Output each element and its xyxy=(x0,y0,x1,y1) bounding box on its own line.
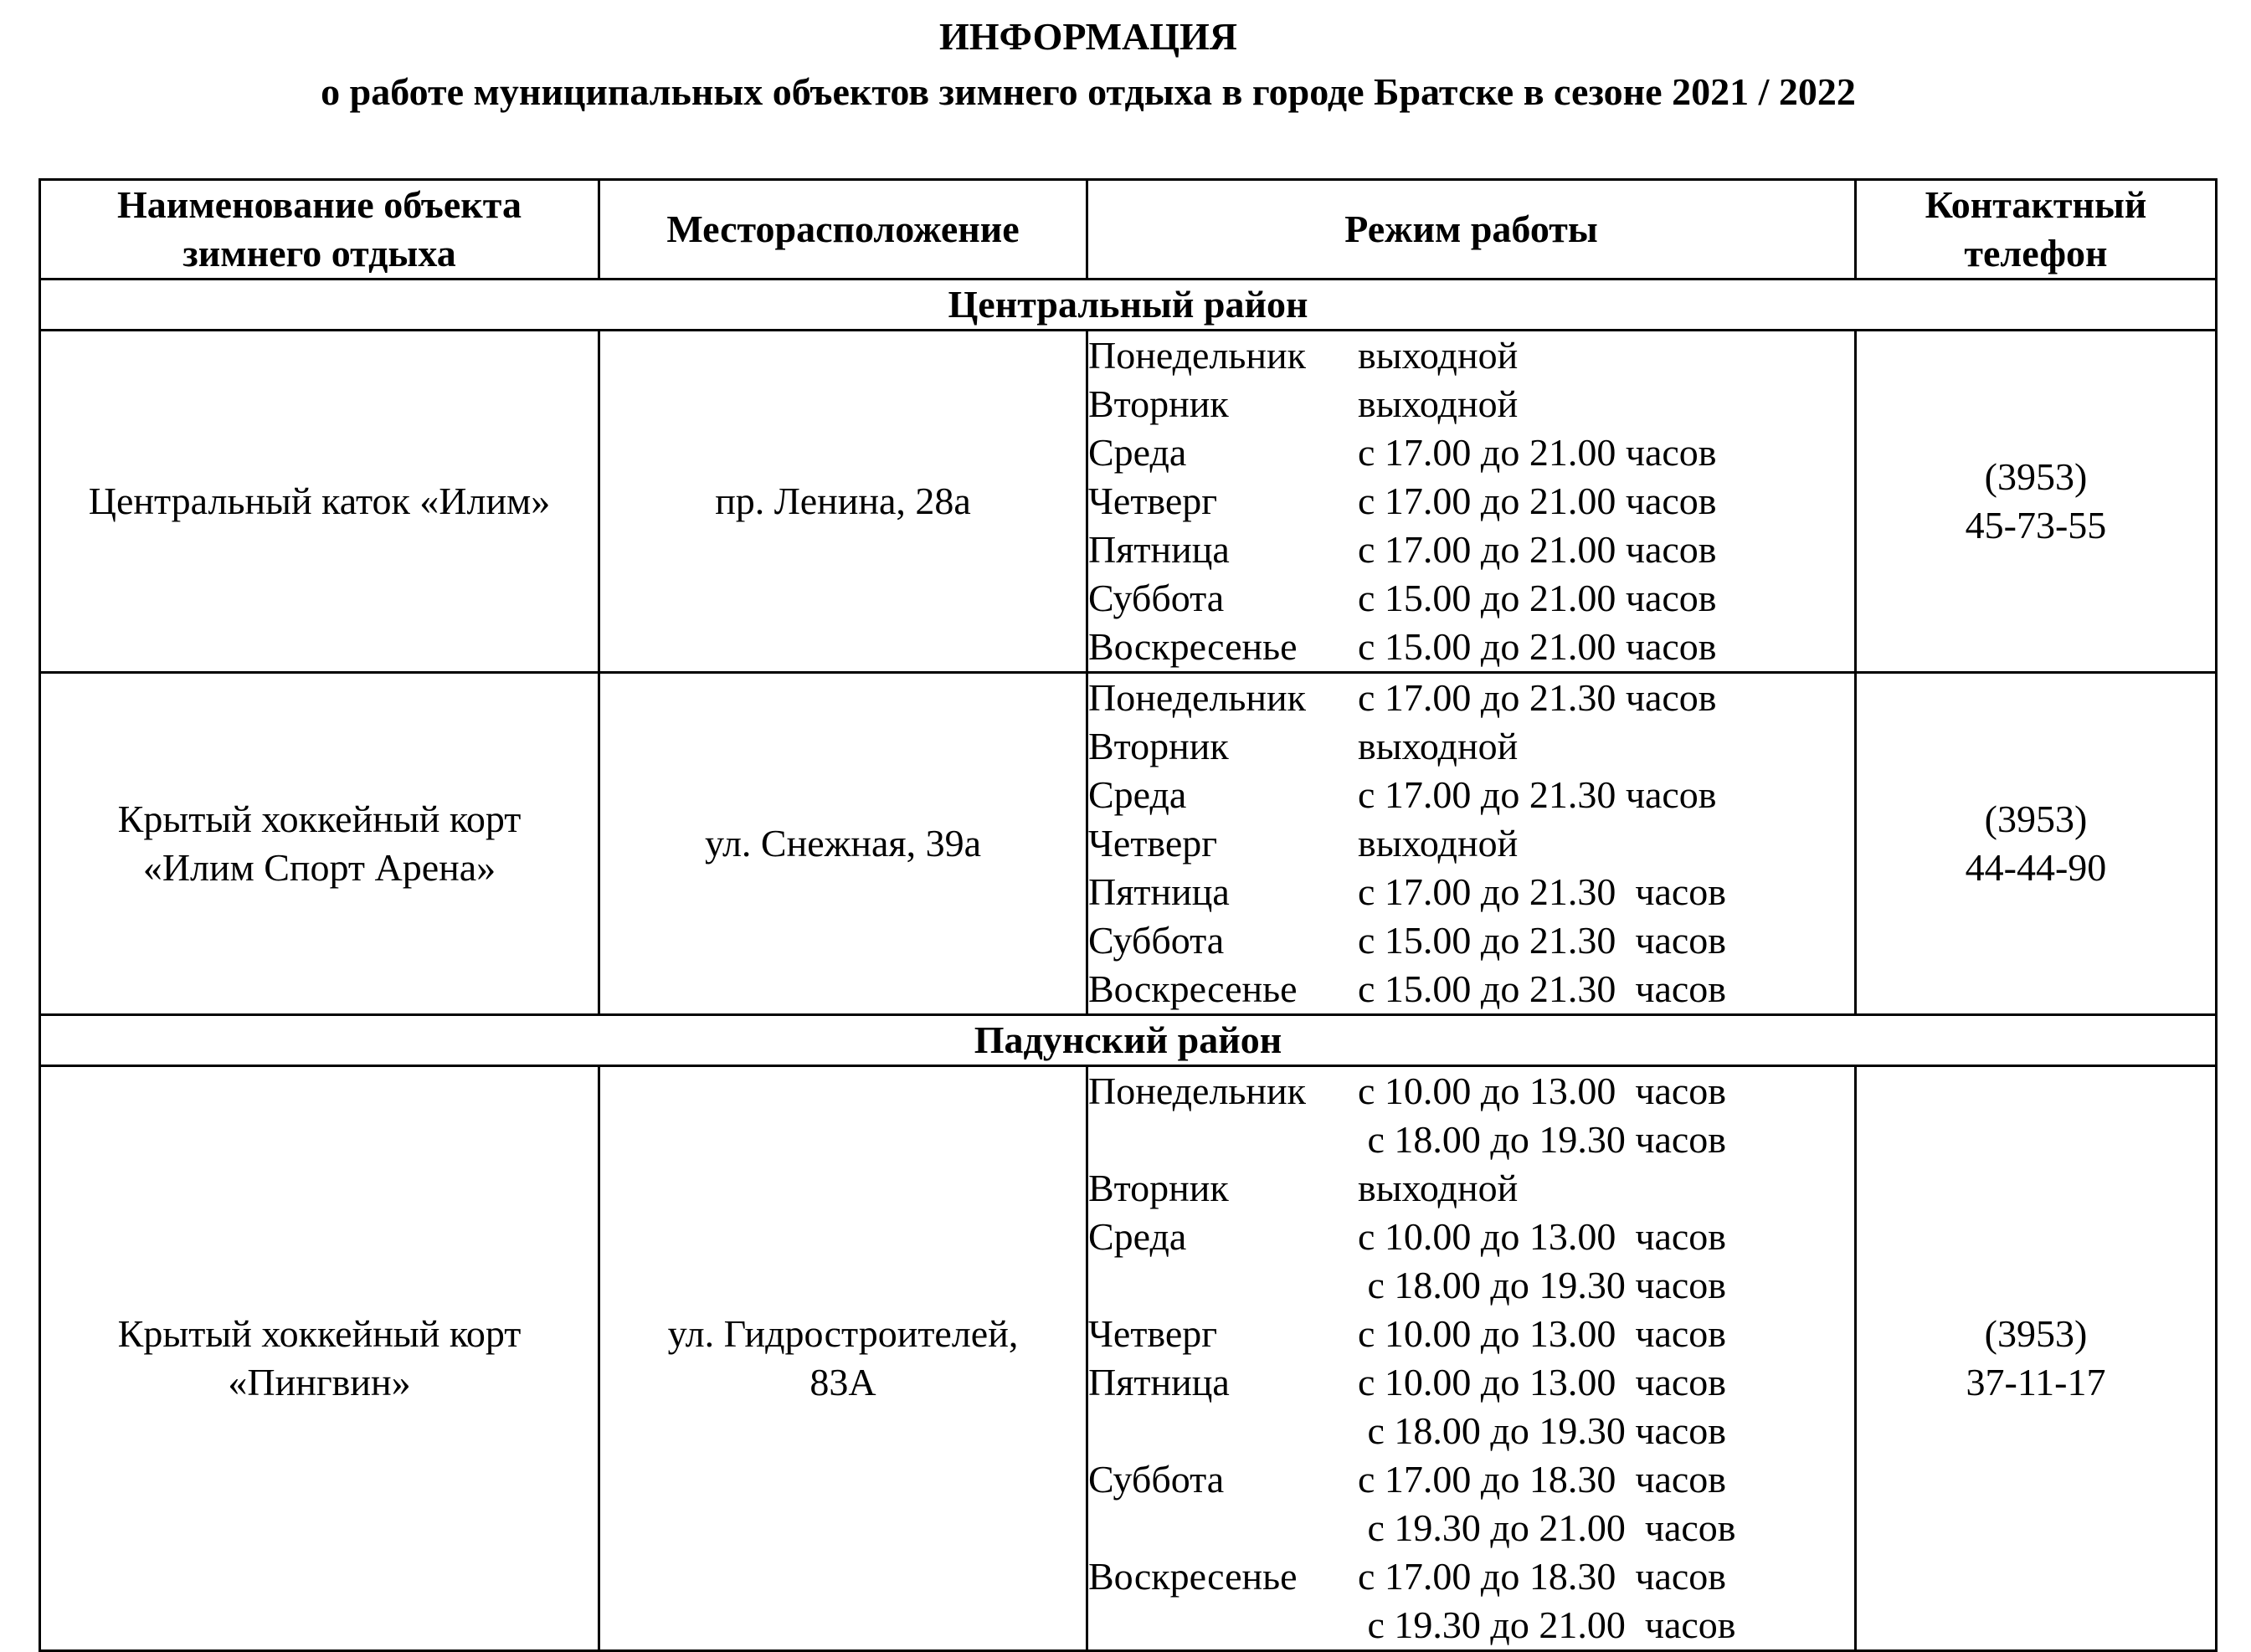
header-facility-line: зимнего отдыха xyxy=(182,232,456,274)
schedule-time: с 15.00 до 21.30 часов xyxy=(1358,919,1727,962)
header-hours: Режим работы xyxy=(1087,180,1856,280)
facility-location-line: ул. Гидростроителей, xyxy=(667,1312,1019,1355)
header-facility-line: Наименование объекта xyxy=(117,183,522,226)
schedule-line xyxy=(1088,819,1854,868)
schedule-day: Суббота xyxy=(1088,1458,1225,1501)
schedule-line xyxy=(1088,477,1854,526)
schedule-line xyxy=(1088,1552,1854,1601)
schedule-time: с 10.00 до 13.00 часов xyxy=(1358,1361,1727,1403)
facility-schedule xyxy=(1087,331,1856,673)
schedule-line xyxy=(1088,526,1854,574)
facility-location xyxy=(599,331,1087,673)
schedule-line xyxy=(1088,1310,1854,1358)
schedule-time: с 19.30 до 21.00 часов xyxy=(1358,1603,1736,1646)
schedule-day: Пятница xyxy=(1088,528,1230,571)
schedule-day: Пятница xyxy=(1088,870,1230,913)
facility-location-line: пр. Ленина, 28а xyxy=(715,480,971,522)
schedule-day: Понедельник xyxy=(1088,676,1306,719)
facility-phone xyxy=(1856,673,2217,1015)
schedule-day: Четверг xyxy=(1088,822,1218,864)
schedule-time: с 17.00 до 21.00 часов xyxy=(1358,431,1717,474)
schedule-day: Воскресенье xyxy=(1088,967,1298,1010)
facility-phone xyxy=(1856,1066,2217,1651)
schedule-day: Понедельник xyxy=(1088,1070,1306,1112)
schedule-line xyxy=(1088,965,1854,1013)
facility-name xyxy=(40,331,599,673)
document-title: ИНФОРМАЦИЯ xyxy=(938,15,1238,58)
schedule-day: Среда xyxy=(1088,431,1187,474)
facility-name xyxy=(40,1066,599,1651)
schedule-day: Воскресенье xyxy=(1088,625,1298,668)
table-header-row xyxy=(40,180,2217,280)
header-phone xyxy=(1856,180,2217,280)
schedule-day: Среда xyxy=(1088,773,1187,816)
schedule-line xyxy=(1088,1213,1854,1261)
schedule-day xyxy=(1088,1261,1358,1310)
facility-location-line: ул. Снежная, 39а xyxy=(704,822,982,864)
schedule-line xyxy=(1088,1116,1854,1164)
facility-location xyxy=(599,1066,1087,1651)
schedule-time: выходной xyxy=(1358,725,1519,767)
schedule-day: Суббота xyxy=(1088,919,1225,962)
facility-phone-line: (3953) xyxy=(1984,1312,2088,1355)
schedule-time: с 19.30 до 21.00 часов xyxy=(1358,1506,1736,1549)
schedule-line xyxy=(1088,1455,1854,1504)
schedule-line xyxy=(1088,1067,1854,1116)
schedule-time: с 17.00 до 21.00 часов xyxy=(1358,528,1717,571)
schedule-time: с 17.00 до 18.30 часов xyxy=(1358,1555,1727,1598)
facility-name-line: Крытый хоккейный корт xyxy=(117,1312,522,1355)
facility-schedule xyxy=(1087,673,1856,1015)
facility-row xyxy=(40,1066,2217,1651)
facility-phone-line: (3953) xyxy=(1984,798,2088,840)
header-location: Месторасположение xyxy=(599,180,1087,280)
schedule-time: с 17.00 до 21.30 часов xyxy=(1358,870,1727,913)
facility-phone xyxy=(1856,331,2217,673)
schedule-line xyxy=(1088,868,1854,916)
schedule-day: Вторник xyxy=(1088,1167,1229,1209)
schedule-time: с 18.00 до 19.30 часов xyxy=(1358,1264,1727,1306)
facility-location xyxy=(599,673,1087,1015)
facility-phone-line: (3953) xyxy=(1984,455,2088,498)
schedule-line xyxy=(1088,574,1854,623)
district-name: Центральный район xyxy=(40,280,2217,331)
schedule-time: с 18.00 до 19.30 часов xyxy=(1358,1409,1727,1452)
schedule-line xyxy=(1088,674,1854,722)
schedule-day: Воскресенье xyxy=(1088,1555,1298,1598)
schedule-time: с 15.00 до 21.30 часов xyxy=(1358,967,1727,1010)
schedule-time: выходной xyxy=(1358,382,1519,425)
facility-schedule xyxy=(1087,1066,1856,1651)
facility-phone-line: 37-11-17 xyxy=(1966,1361,2106,1403)
schedule-line xyxy=(1088,1261,1854,1310)
schedule-day: Вторник xyxy=(1088,382,1229,425)
table-body xyxy=(40,280,2217,1651)
schedule-day xyxy=(1088,1116,1358,1164)
facilities-table xyxy=(39,178,2218,1652)
header-phone-line: телефон xyxy=(1964,232,2108,274)
schedule-time: с 15.00 до 21.00 часов xyxy=(1358,625,1717,668)
schedule-day xyxy=(1088,1504,1358,1552)
schedule-day xyxy=(1088,1601,1358,1649)
district-row xyxy=(40,1015,2217,1066)
schedule-day xyxy=(1088,1407,1358,1455)
facility-location-line: 83А xyxy=(809,1361,876,1403)
schedule-time: выходной xyxy=(1358,334,1519,377)
facility-name-line: Центральный каток «Илим» xyxy=(88,480,551,522)
facility-phone-line: 45-73-55 xyxy=(1965,504,2107,546)
schedule-line xyxy=(1088,1164,1854,1213)
schedule-time: с 10.00 до 13.00 часов xyxy=(1358,1215,1727,1258)
schedule-time: с 15.00 до 21.00 часов xyxy=(1358,577,1717,619)
schedule-line xyxy=(1088,380,1854,428)
schedule-day: Четверг xyxy=(1088,1312,1218,1355)
facility-name-line: «Пингвин» xyxy=(228,1361,411,1403)
schedule-line xyxy=(1088,1601,1854,1649)
facility-name-line: «Илим Спорт Арена» xyxy=(142,846,496,889)
schedule-line xyxy=(1088,722,1854,771)
schedule-time: выходной xyxy=(1358,822,1519,864)
schedule-line xyxy=(1088,1358,1854,1407)
schedule-day: Пятница xyxy=(1088,1361,1230,1403)
schedule-line xyxy=(1088,916,1854,965)
facility-phone-line: 44-44-90 xyxy=(1965,846,2107,889)
schedule-day: Среда xyxy=(1088,1215,1187,1258)
district-row xyxy=(40,280,2217,331)
document-subtitle: о работе муниципальных объектов зимнего отдыха в городе Братске в сезоне 2021 / 2022 xyxy=(321,70,1856,113)
schedule-day: Четверг xyxy=(1088,480,1218,522)
schedule-time: с 17.00 до 21.00 часов xyxy=(1358,480,1717,522)
schedule-line xyxy=(1088,623,1854,671)
schedule-line xyxy=(1088,1407,1854,1455)
schedule-day: Понедельник xyxy=(1088,334,1306,377)
schedule-day: Суббота xyxy=(1088,577,1225,619)
facility-row xyxy=(40,673,2217,1015)
schedule-time: с 17.00 до 21.30 часов xyxy=(1358,676,1717,719)
header-facility xyxy=(40,180,599,280)
facility-name-line: Крытый хоккейный корт xyxy=(117,798,522,840)
facility-name xyxy=(40,673,599,1015)
schedule-time: с 18.00 до 19.30 часов xyxy=(1358,1118,1727,1161)
schedule-line xyxy=(1088,331,1854,380)
schedule-time: с 17.00 до 21.30 часов xyxy=(1358,773,1717,816)
schedule-line xyxy=(1088,1504,1854,1552)
facility-row xyxy=(40,331,2217,673)
schedule-line xyxy=(1088,771,1854,819)
schedule-time: с 17.00 до 18.30 часов xyxy=(1358,1458,1727,1501)
schedule-time: с 10.00 до 13.00 часов xyxy=(1358,1312,1727,1355)
district-name: Падунский район xyxy=(40,1015,2217,1066)
schedule-time: с 10.00 до 13.00 часов xyxy=(1358,1070,1727,1112)
schedule-line xyxy=(1088,428,1854,477)
schedule-day: Вторник xyxy=(1088,725,1229,767)
header-phone-line: Контактный xyxy=(1925,183,2147,226)
schedule-time: выходной xyxy=(1358,1167,1519,1209)
